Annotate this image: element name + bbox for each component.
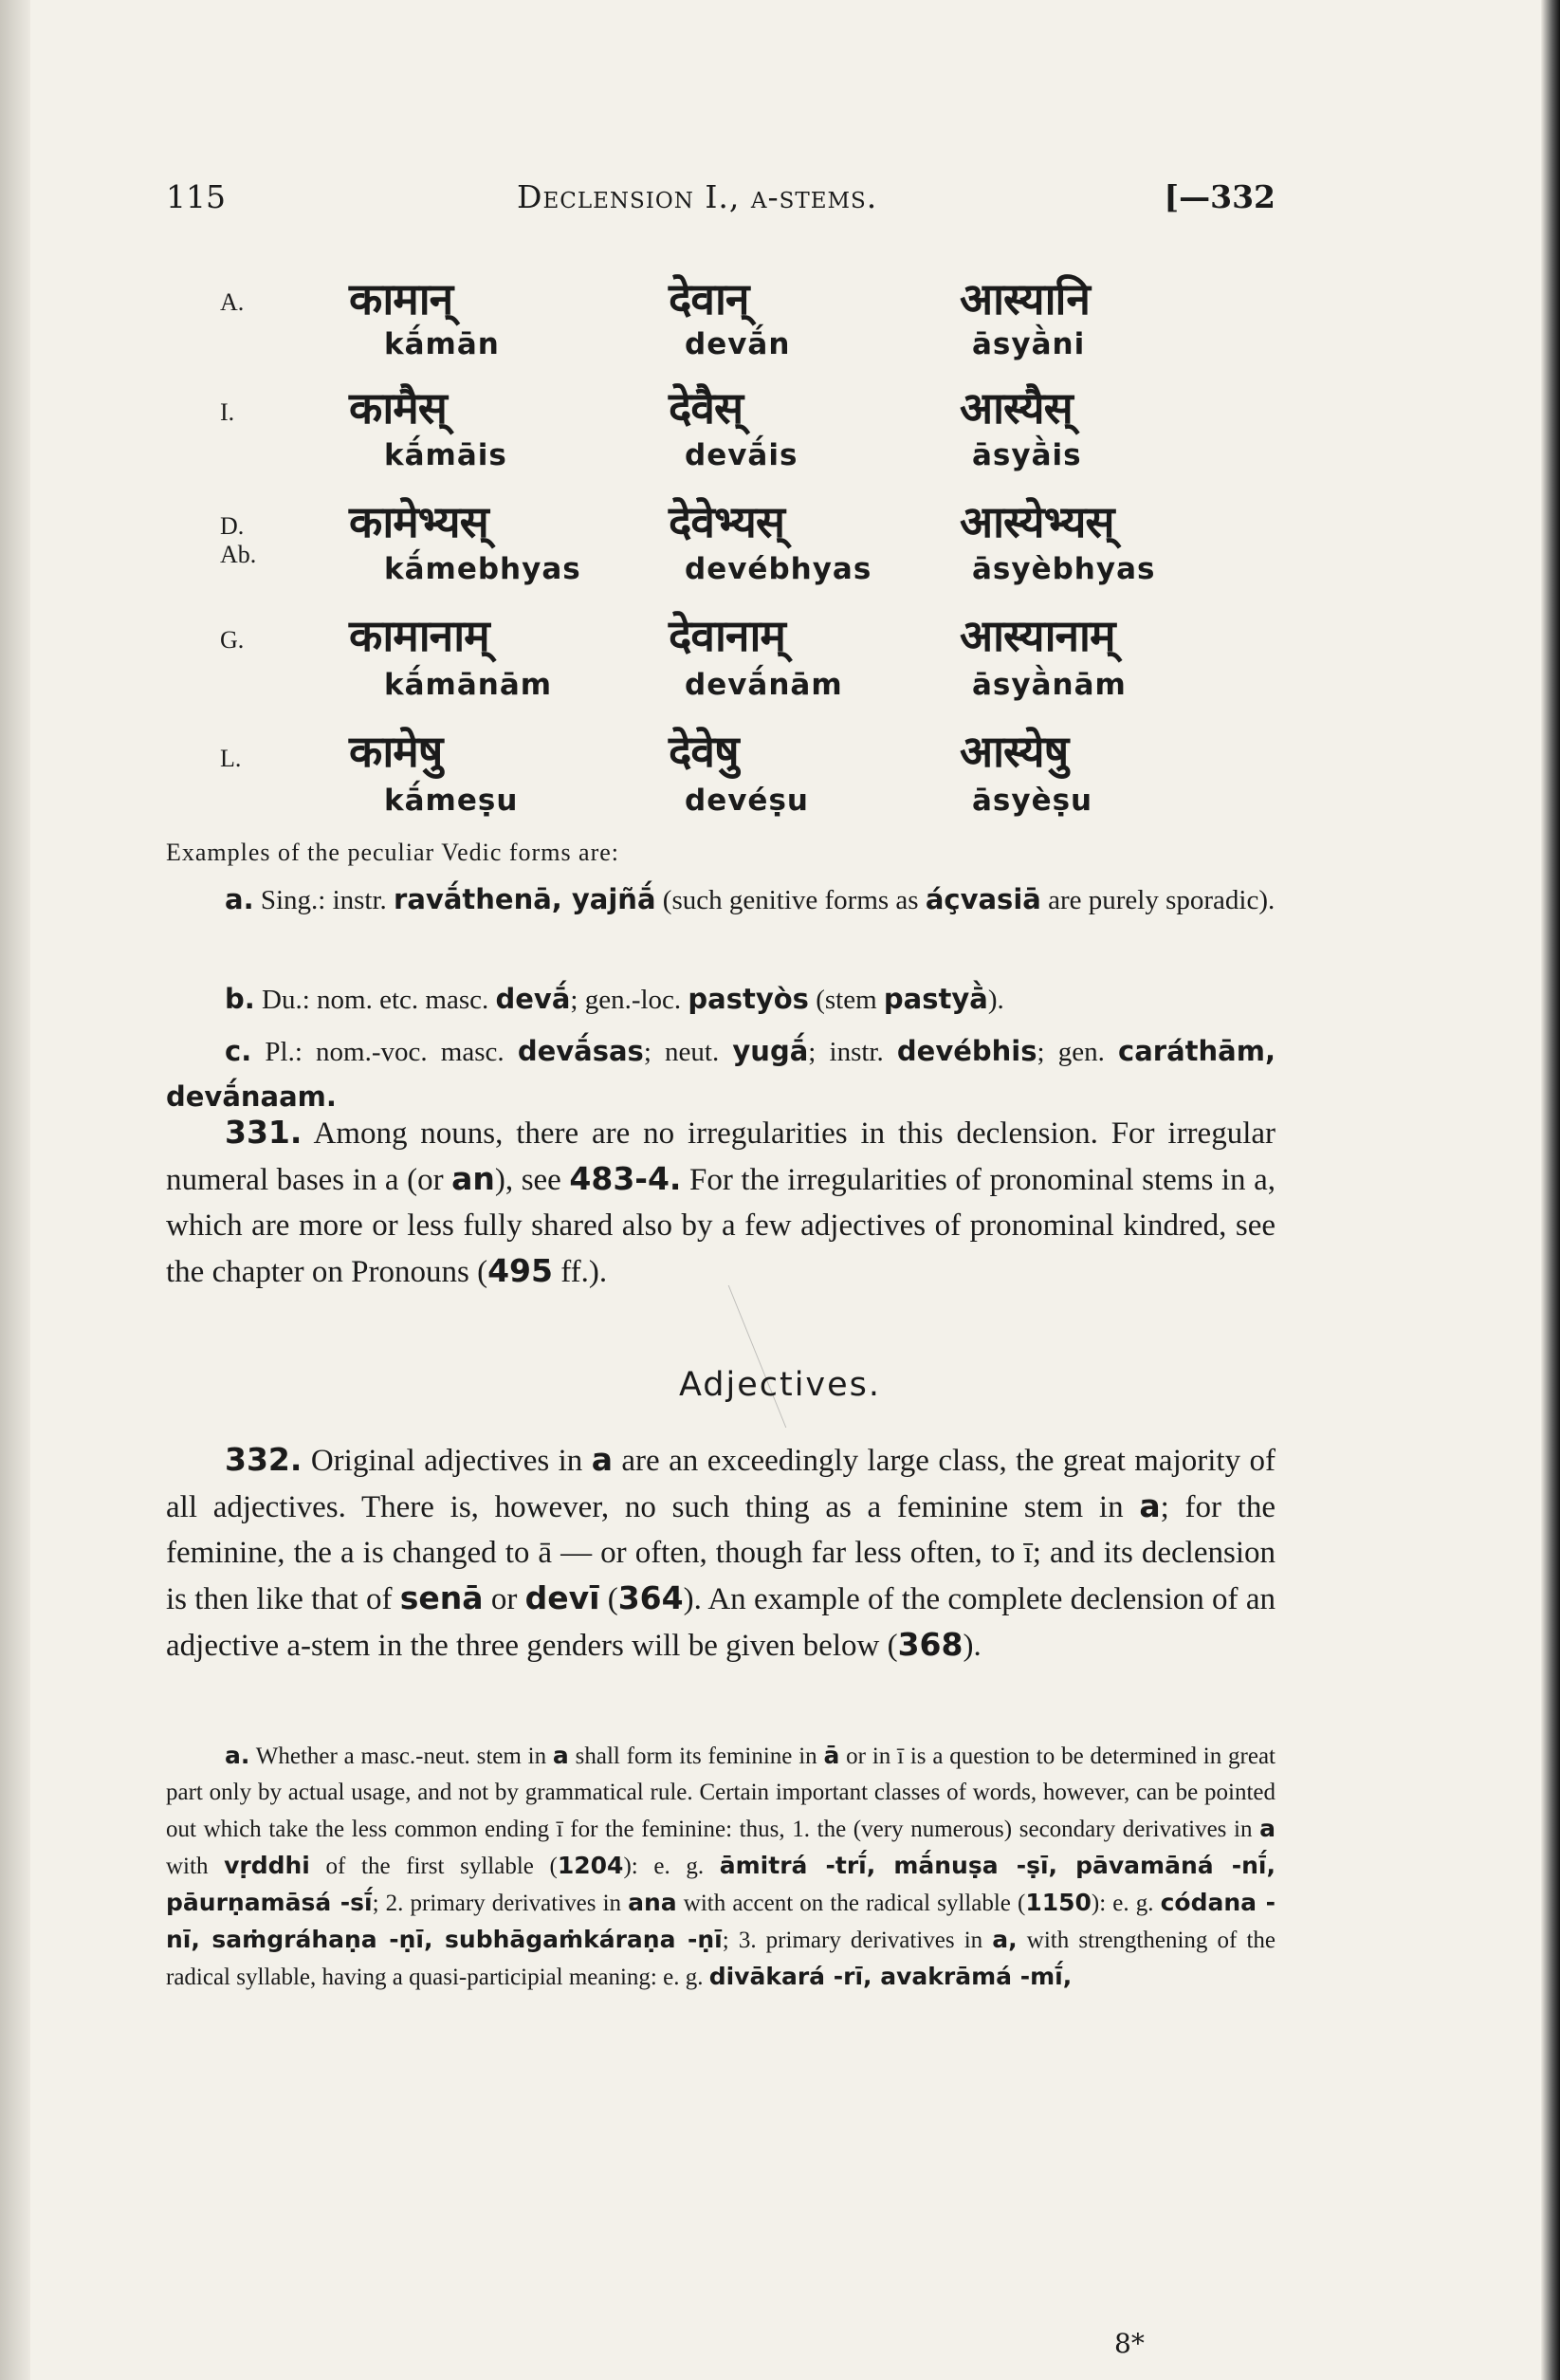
transliteration: devā́n <box>685 327 791 361</box>
devanagari-form: कामानाम् <box>349 610 489 661</box>
transliteration: āsyā̀nām <box>972 668 1127 702</box>
devanagari-form: आस्यैस् <box>960 382 1073 434</box>
devanagari-form: देवेभ्यस् <box>669 496 784 547</box>
devanagari-form: कामान् <box>349 273 453 324</box>
transliteration: āsyèṣu <box>972 784 1093 818</box>
pencil-mark <box>688 1285 787 1428</box>
vedic-item-c: c. Pl.: nom.-voc. masc. devā́sas; neut. yugā́; instr. devébhis; gen. caráthām, devā́naam. <box>166 1035 1276 1113</box>
transliteration: kā́meṣu <box>384 784 519 818</box>
transliteration: devéṣu <box>685 784 809 818</box>
transliteration: devébhyas <box>685 552 872 586</box>
devanagari-form: आस्यानि <box>960 273 1090 324</box>
devanagari-form: आस्येभ्यस् <box>960 496 1114 547</box>
transliteration: devā́is <box>685 438 798 472</box>
paragraph-332a: a. Whether a masc.-neut. stem in a shall form its feminine in ā or in ī is a question to be determined in great part only by actual usage, and not by grammatical rule. Certain important classes of words, however, can be pointed out which take the less common ending ī for the feminine: thus, 1. the (very numerous) secondary derivatives in a with vṛddhi of the first syllable (1204): e. g. āmitrá -trī́, mā́nuṣa -ṣī, pāvamāná -nī́, pāurṇamāsá -sī́; 2. primary derivatives in ana with accent on the radical syllable (1150): e. g. códana -nī, saṁgráhaṇa -ṇī, subhāgaṁkáraṇa -ṇī; 3. primary derivatives in a, with strengthening of the radical syllable, having a quasi-participial meaning: e. g. divākará -rī, avakrāmá -mī́, <box>166 1742 1276 1990</box>
transliteration: āsyā̀ni <box>972 327 1086 361</box>
case-label: A. <box>220 288 245 316</box>
running-header <box>166 178 1276 226</box>
paragraph-331: 331. Among nouns, there are no irregularities in this declension. For irregular numeral bases in a (or an), see 483-4. For the irregularities of pronominal stems in a, which are more or less fully shared also by a few adjectives of pronominal kindred, see the chapter on Pronouns (495 ff.). <box>166 1114 1276 1289</box>
devanagari-form: कामैस् <box>349 382 447 434</box>
running-title: Declension I., a-stems. <box>517 178 878 215</box>
case-label: I. <box>220 398 235 426</box>
transliteration: devā́nām <box>685 668 843 702</box>
transliteration: kā́mān <box>384 327 500 361</box>
vedic-item-b: b. Du.: nom. etc. masc. devā́; gen.-loc. pastyòs (stem pastyā̀). <box>225 983 1004 1015</box>
transliteration: kā́mebhyas <box>384 552 581 586</box>
case-label: G. <box>220 626 245 654</box>
vedic-item-a: a. Sing.: instr. ravā́thenā, yajñā́ (such genitive forms as áçvasiā are purely sporadic). <box>225 883 1276 915</box>
devanagari-form: देवैस् <box>669 382 743 434</box>
transliteration: āsyèbhyas <box>972 552 1156 586</box>
devanagari-form: आस्येषु <box>960 726 1069 777</box>
vedic-intro: Examples of the peculiar Vedic forms are: <box>166 839 620 866</box>
devanagari-form: देवानाम् <box>669 610 785 661</box>
signature-mark: 8* <box>1114 2328 1145 2359</box>
devanagari-form: देवेषु <box>669 726 739 777</box>
case-label: D. Ab. <box>220 512 257 568</box>
devanagari-form: आस्यानाम् <box>960 610 1115 661</box>
case-label: L. <box>220 745 242 772</box>
page-number: 115 <box>166 178 226 215</box>
transliteration: kā́māis <box>384 438 507 472</box>
transliteration: āsyā̀is <box>972 438 1082 472</box>
devanagari-form: कामेषु <box>349 726 443 777</box>
section-marker: [—332 <box>1164 178 1276 215</box>
section-heading: Adjectives. <box>678 1366 882 1404</box>
devanagari-form: देवान् <box>669 273 749 324</box>
devanagari-form: कामेभ्यस् <box>349 496 488 547</box>
transliteration: kā́mānām <box>384 668 553 702</box>
paragraph-332: 332. Original adjectives in a are an exceedingly large class, the great majority of all adjectives. There is, however, no such thing as a feminine stem in a; for the feminine, the a is changed to ā — or often, though far less often, to ī; and its declension is then like that of senā or devī (364). An example of the complete declension of an adjective a-stem in the three genders will be given below (368). <box>166 1441 1276 1663</box>
